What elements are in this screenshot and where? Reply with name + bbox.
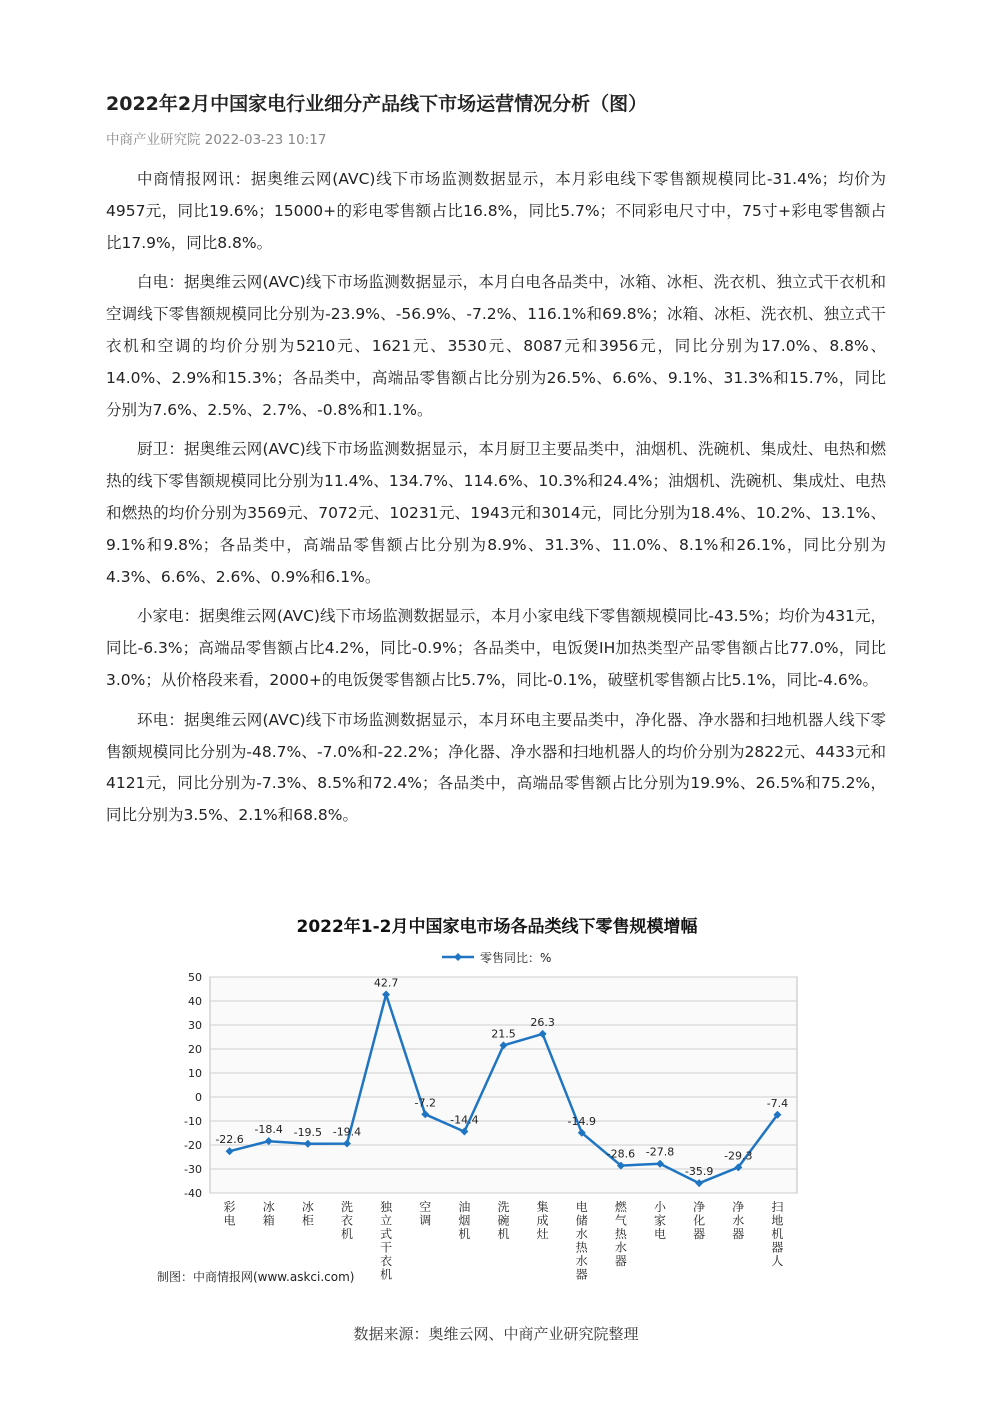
x-tick-label: 净化器 <box>693 1200 706 1241</box>
y-tick-label: 20 <box>188 1043 202 1056</box>
legend-label: 零售同比：% <box>480 951 552 965</box>
x-tick-label: 燃气热水器 <box>614 1200 627 1268</box>
x-tick-label: 洗衣机 <box>340 1200 353 1241</box>
data-label: -28.6 <box>606 1147 636 1161</box>
x-tick-label: 电储水热水器 <box>575 1200 588 1282</box>
x-tick-label: 彩电 <box>223 1200 236 1228</box>
paragraph-small-appliances: 小家电：据奥维云网(AVC)线下市场监测数据显示，本月小家电线下零售额规模同比-43.5%；均价为431元，同比-6.3%；高端品零售额占比4.2%，同比-0.9%；各品类中，电饭煲IH加热类型产品零售额占比77.0%，同比3.0%；从价格段来看，2000+的电饭煲零售额占比5.7%，同比-0.1%，破壁机零售额占比5.1%，同比-4.6%。 <box>106 607 886 689</box>
x-tick-label: 油烟机 <box>458 1200 471 1241</box>
data-label: -7.2 <box>414 1096 436 1110</box>
y-tick-label: -30 <box>184 1163 202 1176</box>
x-tick-label: 空调 <box>419 1200 432 1228</box>
chart-footer: 制图：中商情报网(www.askci.com) <box>157 1270 355 1284</box>
data-label: -19.5 <box>293 1125 323 1139</box>
data-label: -18.4 <box>254 1123 283 1137</box>
plot-area <box>184 971 797 1282</box>
x-tick-label: 洗碗机 <box>497 1200 510 1241</box>
legend <box>442 950 551 965</box>
y-tick-label: 10 <box>188 1067 202 1080</box>
y-tick-label: -10 <box>184 1115 202 1128</box>
article-body <box>106 164 886 832</box>
x-tick-label: 小家电 <box>654 1200 667 1241</box>
data-label: -7.4 <box>766 1096 789 1110</box>
y-tick-label: -40 <box>184 1187 202 1200</box>
article-source[interactable]: 中商产业研究院 <box>106 132 201 148</box>
article <box>106 88 886 840</box>
data-label: -14.9 <box>567 1114 597 1128</box>
article-datetime: 2022-03-23 10:17 <box>204 132 327 148</box>
x-tick-label: 集成灶 <box>536 1200 549 1241</box>
chart-title: 2022年1-2月中国家电市场各品类线下零售规模增幅 <box>296 917 698 937</box>
data-label: -14.4 <box>450 1113 479 1127</box>
y-tick-label: -20 <box>184 1139 202 1152</box>
data-label: 21.5 <box>491 1027 516 1041</box>
y-tick-label: 40 <box>188 995 202 1008</box>
x-tick-label: 扫地机器人 <box>771 1200 784 1268</box>
x-tick-label: 冰柜 <box>301 1200 314 1228</box>
paragraph-environment: 环电：据奥维云网(AVC)线下市场监测数据显示，本月环电主要品类中，净化器、净水器和扫地机器人线下零售额规模同比分别为-48.7%、-7.0%和-22.2%；净化器、净水器和扫地机器人的均价分别为2822元、4433元和4121元，同比分别为-7.3%、8.5%和72.4%；各品类中，高端品零售额占比分别为19.9%、26.5%和75.2%，同比分别为3.5%、2.1%和68.8%。 <box>106 710 886 825</box>
y-tick-label: 50 <box>188 971 202 984</box>
plot-background <box>210 977 797 1193</box>
x-tick-label: 净水器 <box>732 1200 745 1241</box>
line-chart <box>152 900 852 1315</box>
data-label: -35.9 <box>684 1165 714 1179</box>
data-label: -19.4 <box>332 1125 362 1139</box>
article-meta <box>106 130 886 150</box>
article-title: 2022年2月中国家电行业细分产品线下市场运营情况分析（图） <box>106 93 648 115</box>
y-tick-label: 30 <box>188 1019 202 1032</box>
paragraph-intro: 中商情报网讯：据奥维云网(AVC)线下市场监测数据显示，本月彩电线下零售额规模同比-31.4%；均价为4957元，同比19.6%；15000+的彩电零售额占比16.8%，同比5.7%；不同彩电尺寸中，75寸+彩电零售额占比17.9%，同比8.8%。 <box>106 170 886 252</box>
x-tick-label: 冰箱 <box>262 1200 275 1228</box>
data-label: -27.8 <box>645 1145 675 1159</box>
data-label: -22.6 <box>215 1133 244 1147</box>
data-label: 42.7 <box>373 976 399 990</box>
figure-caption: 数据来源：奥维云网、中商产业研究院整理 <box>353 1325 639 1343</box>
x-tick-label: 独立式干衣机 <box>380 1200 393 1282</box>
paragraph-kitchen: 厨卫：据奥维云网(AVC)线下市场监测数据显示，本月厨卫主要品类中，油烟机、洗碗机、集成灶、电热和燃热的线下零售额规模同比分别为11.4%、134.7%、114.6%、10.3%和24.4%；油烟机、洗碗机、集成灶、电热和燃热的均价分别为3569元、7072元、10231元、1943元和3014元，同比分别为18.4%、10.2%、13.1%、9.1%和9.8%；各品类中，高端品零售额占比分别为8.9%、31.3%、11.0%、8.1%和26.1%，同比分别为4.3%、6.6%、2.6%、0.9%和6.1%。 <box>106 440 886 586</box>
paragraph-white-goods: 白电：据奥维云网(AVC)线下市场监测数据显示，本月白电各品类中，冰箱、冰柜、洗衣机、独立式干衣机和空调线下零售额规模同比分别为-23.9%、-56.9%、-7.2%、116.1%和69.8%；冰箱、冰柜、洗衣机、独立式干衣机和空调的均价分别为5210元、1621元、3530元、8087元和3956元，同比分别为17.0%、8.8%、14.0%、2.9%和15.3%；各品类中，高端品零售额占比分别为26.5%、6.6%、9.1%、31.3%和15.7%，同比分别为7.6%、2.5%、2.7%、-0.8%和1.1%。 <box>106 273 886 419</box>
y-tick-label: 0 <box>195 1091 202 1104</box>
data-label: -29.3 <box>724 1149 753 1163</box>
chart-figure <box>152 900 852 1315</box>
data-label: 26.3 <box>530 1015 555 1029</box>
